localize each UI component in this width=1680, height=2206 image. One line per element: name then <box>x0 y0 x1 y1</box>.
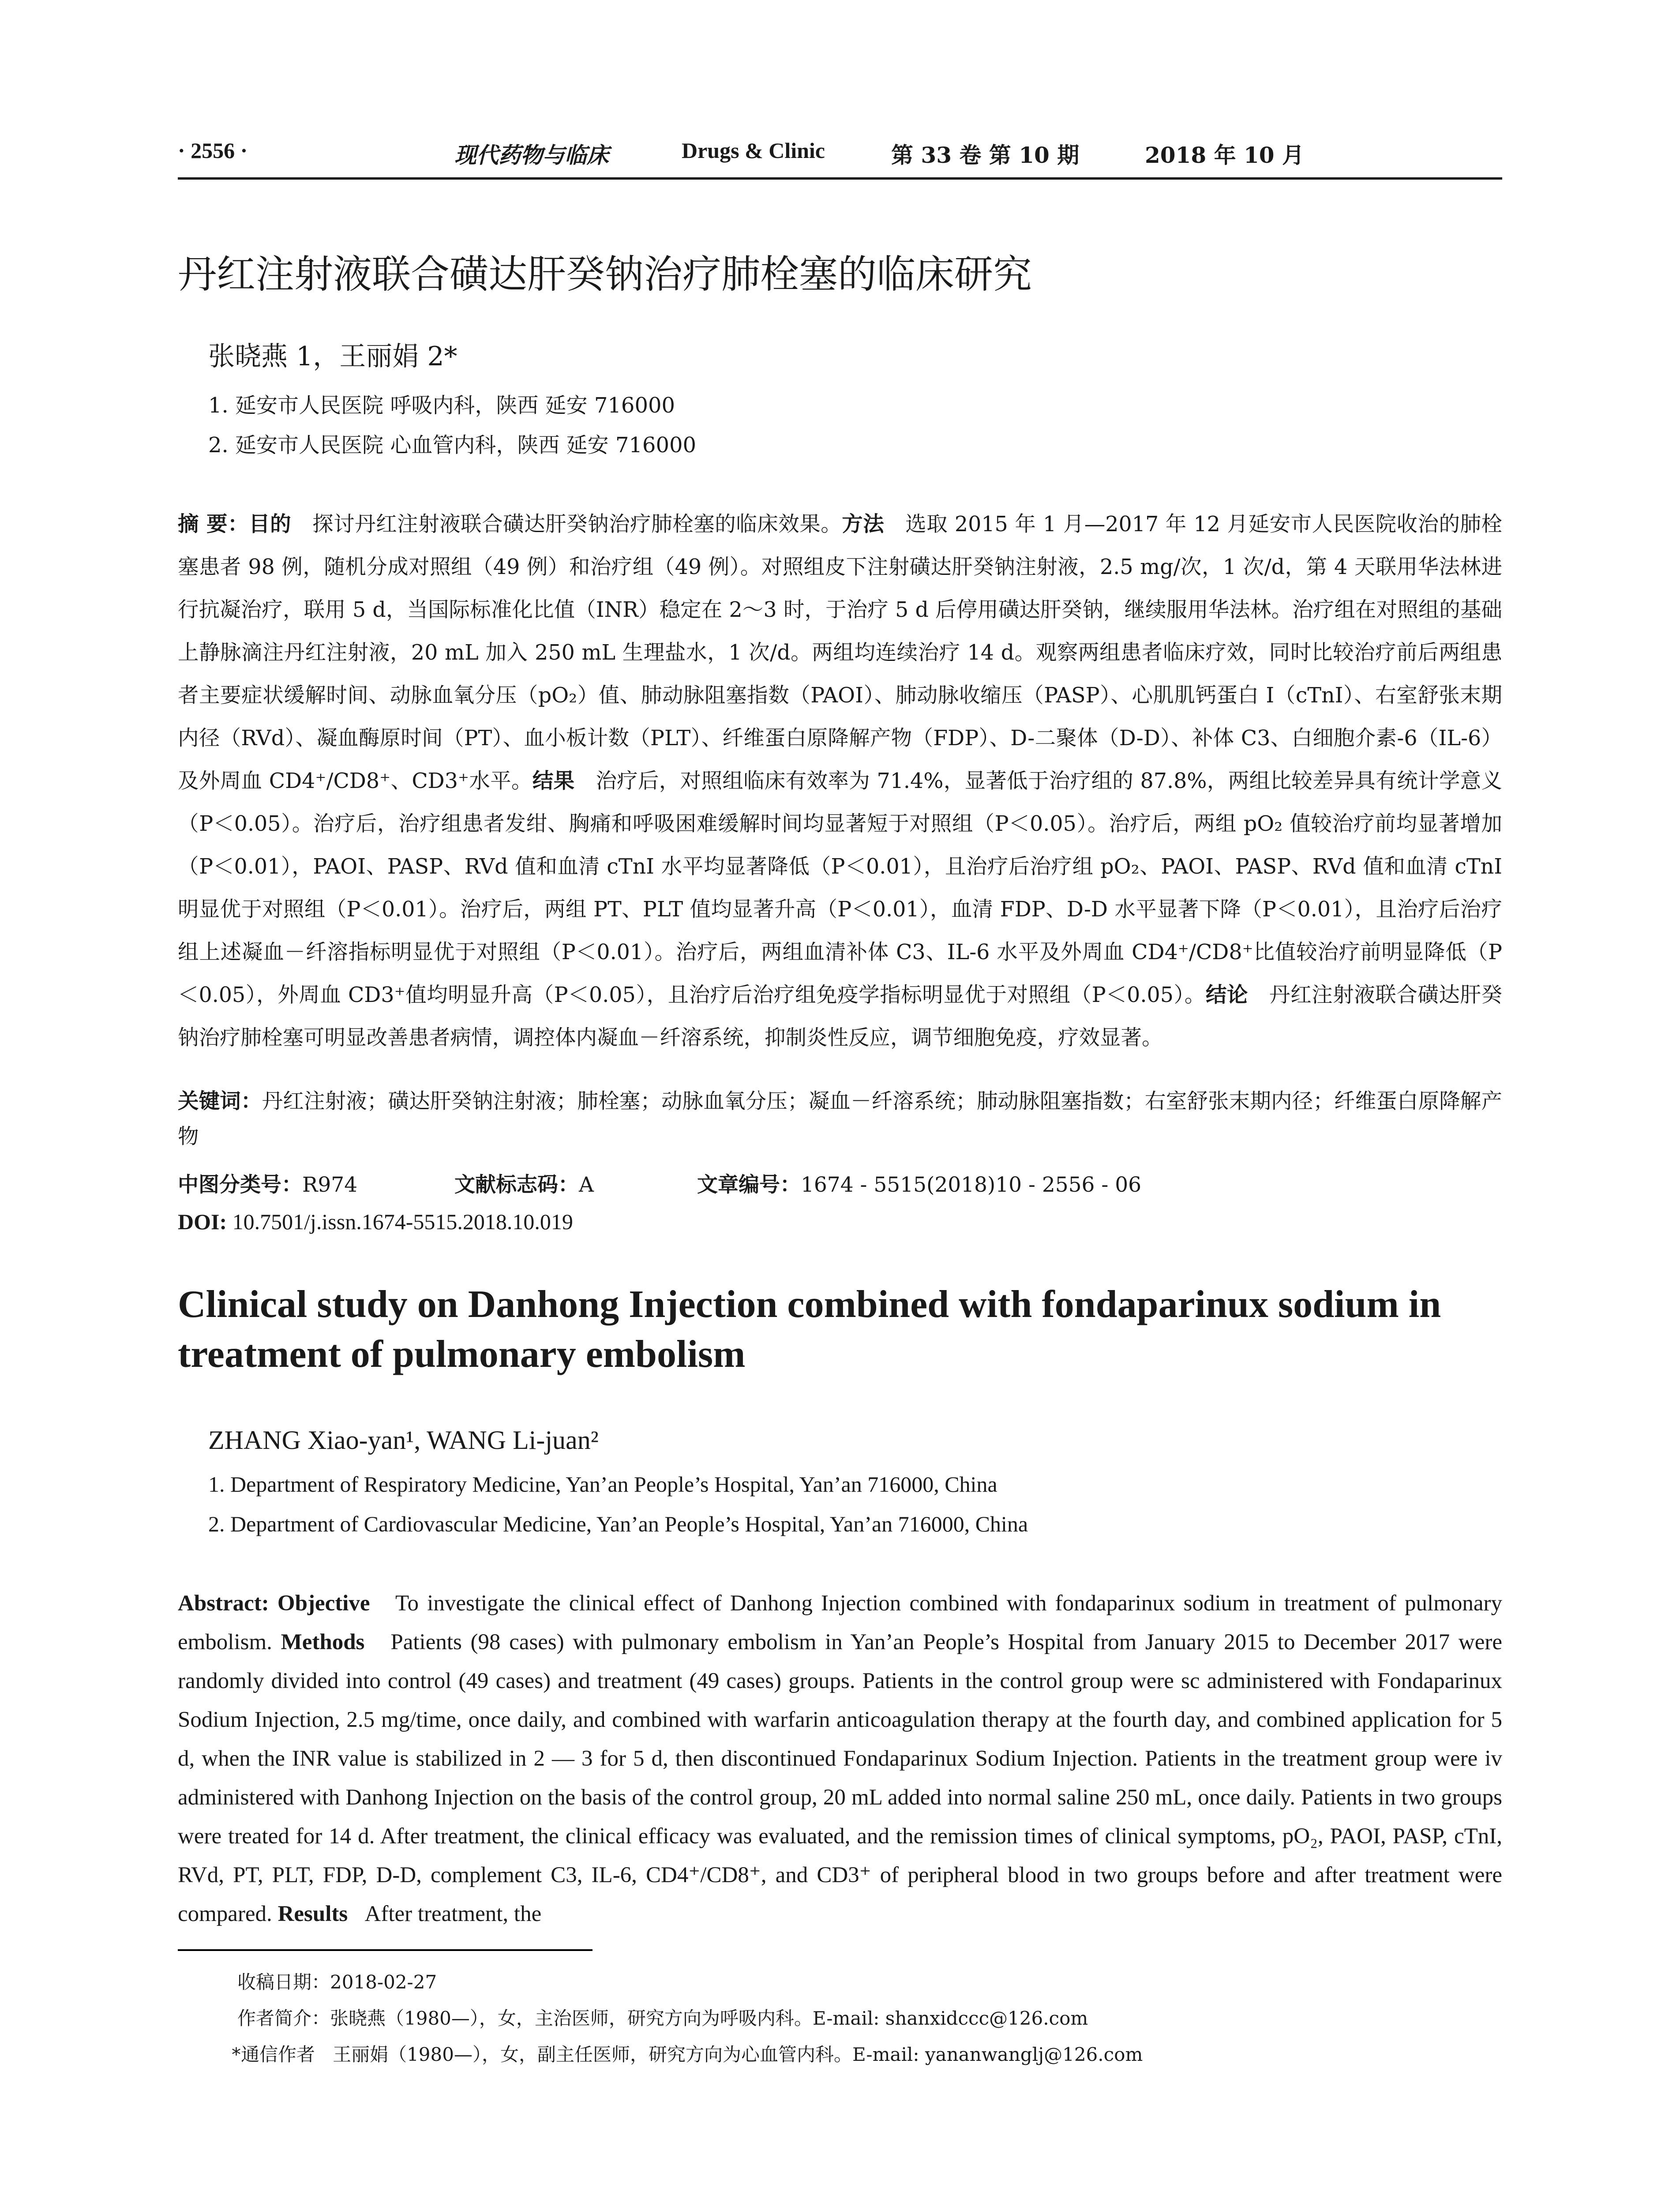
doc-code-value: A <box>579 1173 594 1197</box>
doi-line <box>178 1209 573 1234</box>
en-objective-label: Abstract: Objective <box>178 1591 370 1616</box>
cn-results-label: 结果 <box>532 769 575 793</box>
footnote-author <box>237 2004 1088 2030</box>
clc-value: R974 <box>302 1173 358 1197</box>
en-results-label: Results <box>278 1902 348 1926</box>
corresponding-label: *通信作者 <box>232 2044 315 2065</box>
header-rule <box>178 177 1502 180</box>
journal-date: 2018 年 10 月 <box>1145 142 1304 168</box>
cn-objective-label: 目的 <box>249 512 292 536</box>
en-results-text: After treatment, the <box>364 1902 542 1926</box>
cn-keywords-text: 丹红注射液；磺达肝癸钠注射液；肺栓塞；动脉血氧分压；凝血－纤溶系统；肺动脉阻塞指数；右室舒张末期内径；纤维蛋白原降解产物 <box>178 1089 1503 1149</box>
received-label: 收稿日期： <box>237 1971 330 1993</box>
cn-keywords <box>178 1084 1502 1155</box>
cn-objective-text: 探讨丹红注射液联合磺达肝癸钠治疗肺栓塞的临床效果。 <box>312 512 842 536</box>
en-abstract <box>178 1584 1502 1933</box>
doc-code-label: 文献标志码： <box>454 1173 579 1197</box>
cn-article-no <box>697 1168 1141 1198</box>
cn-authors: 张晓燕 1，王丽娟 2* <box>208 341 458 372</box>
en-authors: ZHANG Xiao-yan¹, WANG Li-juan² <box>208 1426 599 1455</box>
cn-abstract-label: 摘 要： <box>178 512 249 536</box>
en-affiliation-2: 2. Department of Cardiovascular Medicine, Yan’an People’s Hospital, Yan’an 716000, China <box>208 1512 1028 1536</box>
cn-conclusion-text: 丹红注射液联合磺达肝癸钠治疗肺栓塞可明显改善患者病情，调控体内凝血－纤溶系统，抑制炎性反应，调节细胞免疫，疗效显著。 <box>178 983 1503 1050</box>
cn-affiliation-1: 1. 延安市人民医院 呼吸内科，陕西 延安 716000 <box>208 393 675 418</box>
cn-title: 丹红注射液联合磺达肝癸钠治疗肺栓塞的临床研究 <box>178 251 1032 297</box>
author-bio-value: 张晓燕（1980—），女，主治医师，研究方向为呼吸内科。E-mail: shanxidccc@126.com <box>330 2007 1088 2029</box>
doi-label: DOI: <box>178 1209 227 1234</box>
cn-results-text: 治疗后，对照组临床有效率为 71.4%，显著低于治疗组的 87.8%，两组比较差异具有统计学意义（P＜0.05）。治疗后，治疗组患者发绀、胸痛和呼吸困难缓解时间均显著短于对照组（P＜0.05）。治疗后，两组 pO₂ 值较治疗前均显著增加（P＜0.01），PAOI、PASP、RVd 值和血清 cTnI 水平均显著降低（P＜0.01），且治疗后治疗组 pO₂、PAOI、PASP、RVd 值和血清 cTnI 明显优于对照组（P＜0.01）。治疗后，两组 PT、PLT 值均显著升高（P＜0.01），血清 FDP、D-D 水平显著下降（P＜0.01），且治疗后治疗组上述凝血－纤溶指标明显优于对照组（P＜0.01）。治疗后，两组血清补体 C3、IL-6 水平及外周血 CD4⁺/CD8⁺比值较治疗前明显降低（P＜0.05），外周血 CD3⁺值均明显升高（P＜0.05），且治疗后治疗组免疫学指标明显优于对照组（P＜0.05）。 <box>178 769 1502 1007</box>
journal-issue: 第 33 卷 第 10 期 <box>891 142 1080 168</box>
cn-clc <box>178 1168 357 1198</box>
footnote-received <box>237 1968 437 1994</box>
cn-methods-label: 方法 <box>842 512 885 536</box>
cn-conclusion-label: 结论 <box>1205 983 1248 1007</box>
en-methods-text: Patients (98 cases) with pulmonary embolism in Yan’an People’s Hospital from January 2015 to December 2017 were randomly divided into control (49 cases) and treatment (49 cases) groups. Patients in the control group were sc administered with Fondaparinux Sodium Injection, 2.5 mg/time, once daily, and combined with warfarin anticoagulation therapy at the fourth day, and combined application for 5 d, when the INR value is stabilized in 2 — 3 for 5 d, then discontinued Fondaparinux Sodium Injection. Patients in the treatment group were iv administered with Danhong Injection on the basis of the control group, 20 mL added into normal saline 250 mL, once daily. Patients in two groups were treated for 14 d. After treatment, the clinical efficacy was evaluated, and the remission times of clinical symptoms, pO₂, PAOI, PASP, cTnI, RVd, PT, PLT, FDP, D-D, complement C3, IL-6, CD4⁺/CD8⁺, and CD3⁺ of peripheral blood in two groups before and after treatment were compared. <box>178 1630 1503 1926</box>
cn-keywords-label: 关键词： <box>178 1089 262 1114</box>
cn-abstract <box>178 503 1502 1059</box>
author-bio-label: 作者简介： <box>237 2007 330 2029</box>
en-objective-text: To investigate the clinical effect of Danhong Injection combined with fondaparinux sodium in treatment of pulmonary embolism. <box>178 1591 1503 1654</box>
page-number: · 2556 · <box>178 138 248 163</box>
article-no-value: 1674 - 5515(2018)10 - 2556 - 06 <box>801 1173 1142 1197</box>
en-methods-label: Methods <box>281 1630 365 1654</box>
footnote-corresponding <box>232 2040 1143 2067</box>
en-affiliation-1: 1. Department of Respiratory Medicine, Yan’an People’s Hospital, Yan’an 716000, China <box>208 1472 998 1497</box>
corresponding-value: 王丽娟（1980—），女，副主任医师，研究方向为心血管内科。E-mail: yananwanglj@126.com <box>333 2044 1143 2065</box>
footnote-rule <box>178 1949 592 1951</box>
journal-title-en: Drugs & Clinic <box>682 138 825 163</box>
en-title: Clinical study on Danhong Injection combined with fondaparinux sodium in treatment of pulmonary embolism <box>178 1283 1441 1376</box>
clc-label: 中图分类号： <box>178 1173 302 1197</box>
doi-link[interactable]: 10.7501/j.issn.1674-5515.2018.10.019 <box>232 1209 573 1234</box>
article-no-label: 文章编号： <box>697 1173 801 1197</box>
journal-title-cn: 现代药物与临床 <box>454 142 609 168</box>
cn-methods-text: 选取 2015 年 1 月—2017 年 12 月延安市人民医院收治的肺栓塞患者 98 例，随机分成对照组（49 例）和治疗组（49 例）。对照组皮下注射磺达肝癸钠注射液，2.5 mg/次，1 次/d，第 4 天联用华法林进行抗凝治疗，联用 5 d，当国际标准化比值（INR）稳定在 2～3 时，于治疗 5 d 后停用磺达肝癸钠，继续服用华法林。治疗组在对照组的基础上静脉滴注丹红注射液，20 mL 加入 250 mL 生理盐水，1 次/d。两组均连续治疗 14 d。观察两组患者临床疗效，同时比较治疗前后两组患者主要症状缓解时间、动脉血氧分压（pO₂）值、肺动脉阻塞指数（PAOI）、肺动脉收缩压（PASP）、心肌肌钙蛋白 I（cTnI）、右室舒张末期内径（RVd）、凝血酶原时间（PT）、血小板计数（PLT）、纤维蛋白原降解产物（FDP）、D-二聚体（D-D）、补体 C3、白细胞介素-6（IL-6）及外周血 CD4⁺/CD8⁺、CD3⁺水平。 <box>178 512 1503 793</box>
received-value: 2018-02-27 <box>330 1971 437 1993</box>
cn-affiliation-2: 2. 延安市人民医院 心血管内科，陕西 延安 716000 <box>208 433 697 458</box>
cn-doc-code <box>454 1168 594 1198</box>
